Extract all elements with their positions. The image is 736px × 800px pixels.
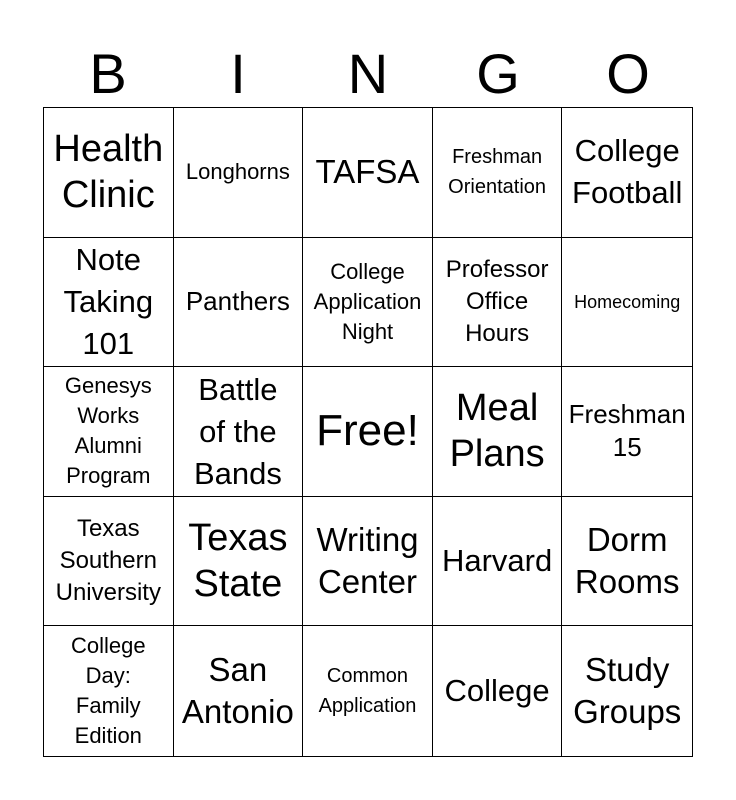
bingo-cell-r3-c4[interactable]	[433, 367, 563, 497]
bingo-cell-r4-c1[interactable]	[44, 497, 174, 627]
bingo-cell-r4-c5[interactable]	[562, 497, 692, 627]
bingo-cell-r2-c3[interactable]	[303, 238, 433, 368]
cell-text: Freshman Orientation	[448, 146, 547, 199]
cell-text: Longhorns	[185, 159, 290, 185]
cell-text: Note Taking 101	[63, 241, 154, 361]
bingo-cell-r4-c3[interactable]	[303, 497, 433, 627]
cell-text: Writing Center	[316, 521, 419, 601]
bingo-cell-r2-c1[interactable]	[44, 238, 174, 368]
header-letter-n: N	[347, 42, 389, 105]
cell-text: TAFSA	[315, 153, 420, 191]
cell-text: Professor Office Hours	[445, 255, 549, 347]
cell-text: Genesys Works Alumni Program	[64, 373, 152, 489]
cell-text: College Football	[572, 133, 683, 211]
bingo-cell-r5-c2[interactable]	[174, 626, 304, 756]
bingo-cell-r1-c1[interactable]	[44, 108, 174, 238]
bingo-cell-r3-c3[interactable]	[303, 367, 433, 497]
bingo-cell-r5-c1[interactable]	[44, 626, 174, 756]
header-letter-b: B	[89, 42, 127, 105]
bingo-board	[43, 107, 693, 757]
cell-text: Dorm Rooms	[574, 521, 680, 601]
bingo-cell-r4-c2[interactable]	[174, 497, 304, 627]
cell-text: Study Groups	[573, 651, 682, 731]
bingo-cell-r2-c2[interactable]	[174, 238, 304, 368]
bingo-cell-r5-c3[interactable]	[303, 626, 433, 756]
bingo-cell-r1-c3[interactable]	[303, 108, 433, 238]
bingo-cell-r2-c4[interactable]	[433, 238, 563, 368]
bingo-cell-r5-c5[interactable]	[562, 626, 692, 756]
cell-text: Harvard	[441, 543, 553, 579]
bingo-cell-r1-c2[interactable]	[174, 108, 304, 238]
header-letter-g: G	[476, 42, 520, 105]
cell-text: College Application Night	[313, 258, 422, 344]
cell-text: Battle of the Bands	[193, 371, 282, 491]
header-letter-o: O	[606, 42, 650, 105]
bingo-cell-r4-c4[interactable]	[433, 497, 563, 627]
cell-text: Homecoming	[574, 291, 681, 312]
cell-text: College Day: Family Edition	[70, 633, 146, 749]
cell-text: Texas State	[188, 517, 288, 606]
cell-text: Health Clinic	[53, 128, 164, 217]
cell-text: Freshman 15	[568, 399, 686, 463]
cell-text: Texas Southern University	[55, 515, 161, 607]
bingo-cell-r1-c4[interactable]	[433, 108, 563, 238]
cell-text: Panthers	[185, 286, 290, 317]
header-letter-i: I	[230, 42, 246, 105]
bingo-cell-r3-c1[interactable]	[44, 367, 174, 497]
bingo-cell-r3-c2[interactable]	[174, 367, 304, 497]
bingo-cell-r5-c4[interactable]	[433, 626, 563, 756]
cell-text: Free!	[316, 406, 419, 456]
bingo-cell-r1-c5[interactable]	[562, 108, 692, 238]
cell-text: College	[444, 673, 550, 709]
cell-text: San Antonio	[181, 651, 294, 731]
bingo-header	[43, 40, 693, 108]
cell-text: Common Application	[318, 665, 417, 718]
cell-text: Meal Plans	[449, 387, 545, 476]
bingo-cell-r3-c5[interactable]	[562, 367, 692, 497]
bingo-cell-r2-c5[interactable]	[562, 238, 692, 368]
